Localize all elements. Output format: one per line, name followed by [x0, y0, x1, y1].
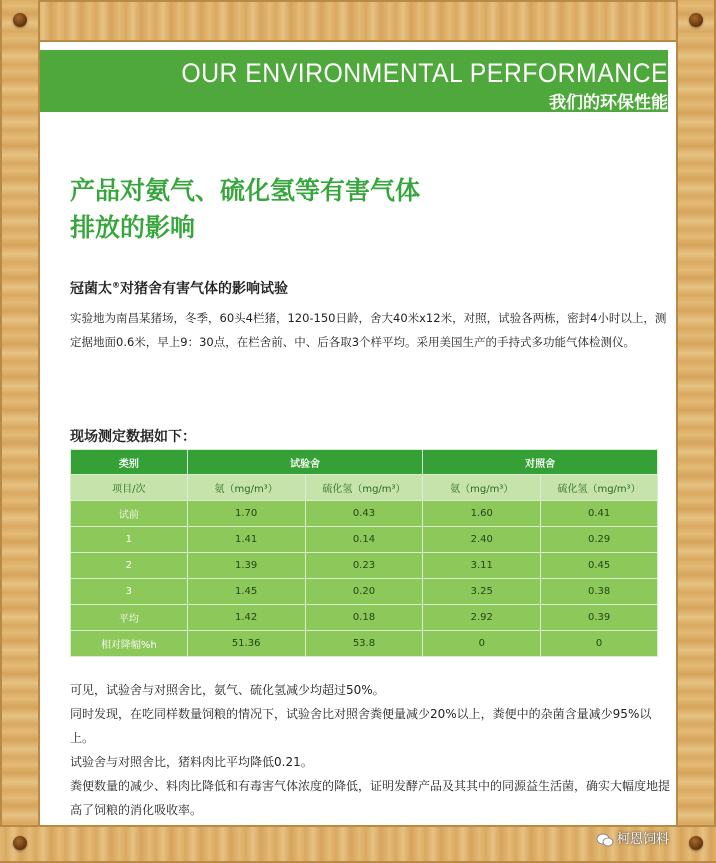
table-cell: 2	[71, 553, 188, 579]
table-cell: 相对降幅%h	[71, 631, 188, 657]
experiment-topic: 对猪舍有害气体的影响试验	[120, 281, 288, 297]
table-heading: 现场测定数据如下：	[70, 429, 196, 445]
title-line-2: 排放的影响	[70, 213, 196, 242]
table-cell: 0.23	[305, 553, 423, 579]
conclusion-text	[70, 678, 670, 822]
nail-icon	[689, 836, 703, 850]
sub-header-cell: 硫化氢（mg/m³）	[541, 475, 658, 501]
table-cell: 3	[71, 579, 188, 605]
table-cell: 0.45	[541, 553, 658, 579]
experiment-title	[70, 278, 288, 298]
sub-header-cell: 氨（mg/m³）	[187, 475, 305, 501]
header-banner	[40, 50, 668, 112]
content-panel	[40, 42, 676, 825]
table-cell: 试前	[71, 501, 188, 527]
conclusion-line: 可见，试验舍与对照舍比，氨气、硫化氢减少均超过50%。	[70, 683, 385, 697]
table-cell: 平均	[71, 605, 188, 631]
nail-icon	[689, 13, 703, 27]
group-header-trial: 试验舍	[187, 450, 423, 475]
table-cell: 1	[71, 527, 188, 553]
experiment-description: 实验地为南昌某猪场，冬季，60头4栏猪，120-150日龄，舍大40米x12米，对照，试验各两栋，密封4小时以上，测定据地面0.6米，早上9：30点，在栏舍前、中、后各取3个样平均。采用美国生产的手持式多功能气体检测仪。	[70, 311, 667, 349]
table-cell: 51.36	[187, 631, 305, 657]
wechat-icon	[596, 833, 614, 847]
table-cell: 0.18	[305, 605, 423, 631]
data-table	[70, 449, 658, 657]
title-line-1: 产品对氨气、硫化氢等有害气体	[70, 176, 421, 205]
table-row	[71, 579, 658, 605]
table-cell: 0.39	[541, 605, 658, 631]
banner-title-en: OUR ENVIRONMENTAL PERFORMANCE	[181, 58, 668, 88]
table-row	[71, 553, 658, 579]
page-title	[70, 172, 420, 246]
table-cell: 1.41	[187, 527, 305, 553]
banner-title-cn: 我们的环保性能	[549, 93, 668, 113]
table-row	[71, 501, 658, 527]
table-cell: 0.43	[305, 501, 423, 527]
conclusion-line: 粪便数量的减少、料肉比降低和有毒害气体浓度的降低，证明发酵产品及其其中的同源益生活菌，确实大幅度地提高了饲粮的消化吸收率。	[70, 779, 671, 817]
sub-header-cell: 硫化氢（mg/m³）	[305, 475, 423, 501]
table-cell: 0.14	[305, 527, 423, 553]
table-cell: 53.8	[305, 631, 423, 657]
group-header-control: 对照舍	[423, 450, 658, 475]
conclusion-line: 同时发现，在吃同样数量饲粮的情况下，试验舍比对照舍粪便量减少20%以上，粪便中的杂菌含量减少95%以上。	[70, 707, 652, 745]
table-cell: 3.11	[423, 553, 541, 579]
wood-frame-left	[0, 0, 40, 863]
table-row	[71, 605, 658, 631]
table-cell: 0.20	[305, 579, 423, 605]
table-sub-header-row	[71, 475, 658, 501]
nail-icon	[13, 836, 27, 850]
watermark	[596, 828, 669, 847]
sub-header-cell: 氨（mg/m³）	[423, 475, 541, 501]
table-cell: 0	[423, 631, 541, 657]
wood-frame-top	[0, 0, 716, 42]
registered-mark: ®	[112, 280, 120, 290]
conclusion-line: 试验舍与对照舍比，猪料肉比平均降低0.21。	[70, 755, 313, 769]
table-cell: 1.45	[187, 579, 305, 605]
table-row	[71, 527, 658, 553]
watermark-text: 柯恩饲料	[617, 832, 670, 847]
nail-icon	[13, 13, 27, 27]
table-cell: 2.40	[423, 527, 541, 553]
table-row	[71, 631, 658, 657]
table-cell: 2.92	[423, 605, 541, 631]
table-cell: 0.38	[541, 579, 658, 605]
table-cell: 3.25	[423, 579, 541, 605]
table-cell: 1.39	[187, 553, 305, 579]
table-cell: 1.70	[187, 501, 305, 527]
experiment-product: 冠菌太	[70, 281, 112, 297]
table-cell: 1.42	[187, 605, 305, 631]
table-cell: 0.41	[541, 501, 658, 527]
wood-frame-right	[676, 0, 716, 863]
table-cell: 0	[541, 631, 658, 657]
table-group-header-row	[71, 450, 658, 475]
table-cell: 0.29	[541, 527, 658, 553]
group-header-category: 类别	[71, 450, 188, 475]
table-cell: 1.60	[423, 501, 541, 527]
sub-header-cell: 项目/次	[71, 475, 188, 501]
